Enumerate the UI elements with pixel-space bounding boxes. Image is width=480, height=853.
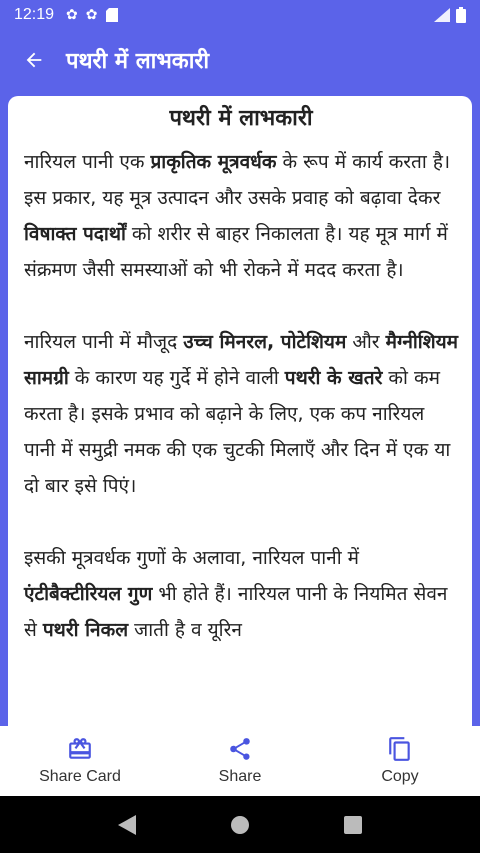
card-giftcard-icon xyxy=(67,736,93,762)
share-card-button[interactable] xyxy=(5,736,155,786)
body-text: के रूप में कार्य करता है। इस प्रकार, यह मूत्र उत्पादन और उसके प्रवाह को बढ़ावा देकर xyxy=(24,151,451,209)
body-text: को कम करता है। इसके प्रभाव को बढ़ाने के लिए, एक कप नारियल पानी में समुद्री नमक की एक चुटकी मिलाएँ और दिन में एक या दो बार इसे पिएं। xyxy=(24,367,451,497)
card-paragraph xyxy=(24,540,458,648)
body-text: इसकी मूत्रवर्धक गुणों के अलावा, नारियल पानी में xyxy=(24,547,360,569)
card-paragraph xyxy=(24,324,458,504)
body-text: नारियल पानी में मौजूद xyxy=(24,331,184,353)
card-title: पथरी में लाभकारी xyxy=(169,106,313,131)
body-text: जाती है व यूरिन xyxy=(128,619,242,641)
app-title: पथरी में लाभकारी xyxy=(66,49,210,74)
battery-icon xyxy=(456,7,466,23)
share-icon xyxy=(227,736,253,762)
notification-icons xyxy=(66,8,117,22)
back-button[interactable] xyxy=(20,46,48,74)
square-recents-icon xyxy=(344,816,362,834)
status-time: 12:19 xyxy=(14,6,55,23)
circle-home-icon xyxy=(231,816,249,834)
highlight-text: उच्च मिनरल, पोटेशियम xyxy=(183,331,347,353)
highlight-text: एंटीबैक्टीरियल गुण xyxy=(24,583,153,605)
share-card-label: Share Card xyxy=(39,768,121,785)
content-copy-icon xyxy=(387,736,413,762)
highlight-text: मैग्नीशियम सामग्री xyxy=(24,331,459,389)
body-text: के कारण यह गुर्दे में होने वाली xyxy=(68,367,285,389)
body-text: को शरीर से बाहर निकालता है। यह मूत्र मार्ग में संक्रमण जैसी समस्याओं को भी रोकने में मदद करता है। xyxy=(24,223,448,281)
gear-icon: ✿ xyxy=(66,7,78,23)
card-body xyxy=(24,144,458,648)
highlight-text: प्राकृतिक मूत्रवर्धक xyxy=(150,151,277,173)
nav-home-button[interactable] xyxy=(225,810,255,840)
highlight-text: पथरी के खतरे xyxy=(284,367,383,389)
share-label: Share xyxy=(218,768,262,785)
share-button[interactable] xyxy=(165,736,315,786)
system-navigation-bar xyxy=(0,796,480,853)
body-text: और xyxy=(346,331,386,353)
card-paragraph xyxy=(24,144,458,288)
copy-label: Copy xyxy=(381,768,419,785)
content-card xyxy=(8,96,472,726)
triangle-back-icon xyxy=(118,815,136,835)
arrow-back-icon xyxy=(23,49,45,71)
gear-icon: ✿ xyxy=(85,7,98,23)
body-text: भी होते हैं। नारियल पानी के नियमित सेवन से xyxy=(24,583,448,641)
app-bar xyxy=(0,30,480,90)
body-text: नारियल पानी एक xyxy=(24,151,151,173)
bottom-action-bar xyxy=(0,726,480,796)
signal-icon xyxy=(434,8,450,22)
nav-recents-button[interactable] xyxy=(338,810,368,840)
nav-back-button[interactable] xyxy=(112,810,142,840)
status-bar xyxy=(0,0,480,30)
sd-card-icon xyxy=(106,8,118,22)
copy-button[interactable] xyxy=(325,736,475,786)
highlight-text: पथरी निकल xyxy=(42,619,129,641)
highlight-text: विषाक्त पदार्थों xyxy=(24,223,126,245)
